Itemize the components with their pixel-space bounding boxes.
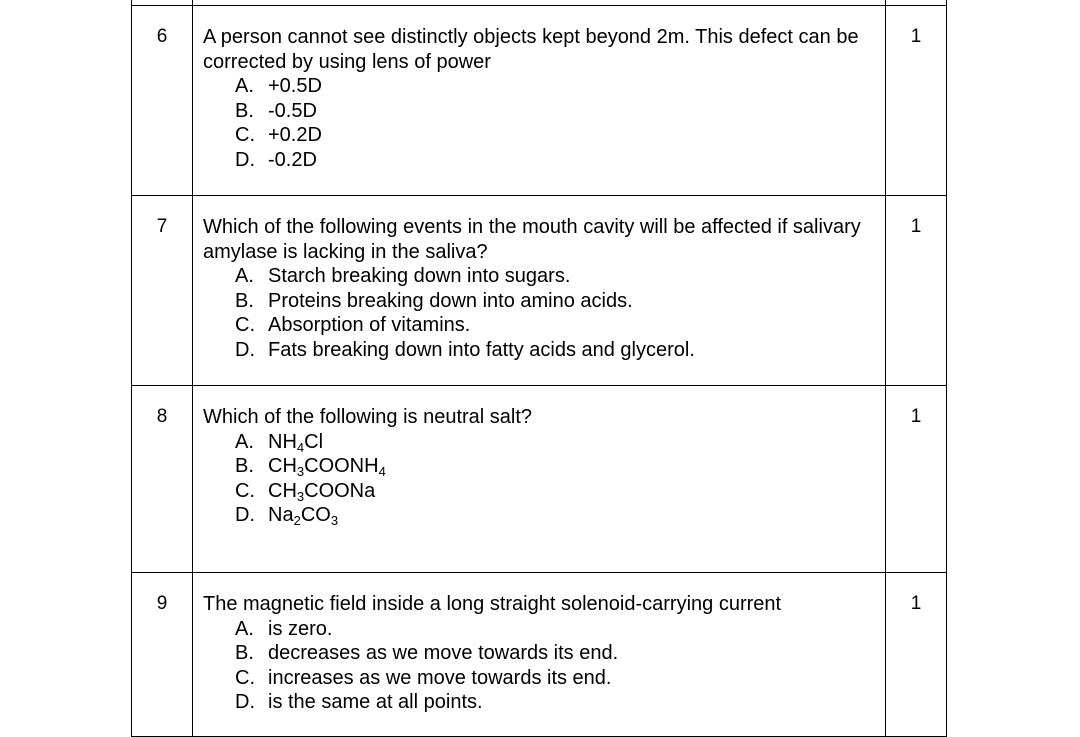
question-marks: 1 <box>886 196 947 386</box>
formula-part: NH <box>268 430 297 453</box>
formula-subscript: 3 <box>296 464 305 479</box>
option-list <box>203 430 875 528</box>
question-marks: 1 <box>886 386 947 573</box>
option-formula <box>268 430 323 455</box>
option-list <box>203 74 875 172</box>
option-text: +0.2D <box>268 124 322 146</box>
question-number: 7 <box>132 196 193 386</box>
question-text: Which of the following is neutral salt? <box>203 406 533 428</box>
option-a <box>235 264 875 289</box>
option-letter: D. <box>235 691 255 713</box>
question-body <box>193 573 886 737</box>
formula-part: COONH <box>304 455 379 477</box>
question-body <box>193 6 886 196</box>
option-formula <box>268 454 386 479</box>
option-c <box>235 123 875 148</box>
option-text: Fats breaking down into fatty acids and glycerol. <box>268 338 695 361</box>
option-text: decreases as we move towards its end. <box>268 642 619 664</box>
option-letter: D. <box>235 504 255 526</box>
option-letter: D. <box>235 148 255 171</box>
question-number: 6 <box>132 6 193 196</box>
option-letter: B. <box>235 642 254 664</box>
question-row-7 <box>132 196 947 386</box>
option-text: is zero. <box>268 617 333 640</box>
formula-part: CH <box>268 479 297 502</box>
option-b <box>235 289 875 314</box>
formula-part: Na <box>268 504 294 526</box>
option-a <box>235 430 875 455</box>
question-body <box>193 196 886 386</box>
option-text: -0.2D <box>268 148 317 171</box>
option-letter: C. <box>235 666 255 689</box>
question-row-6 <box>132 6 947 196</box>
option-b <box>235 641 875 666</box>
option-text: +0.5D <box>268 75 322 97</box>
question-text: Which of the following events in the mouth cavity will be affected if salivary amylase is lacking in the saliva? <box>203 216 861 263</box>
option-letter: A. <box>235 617 254 640</box>
option-letter: A. <box>235 265 254 287</box>
option-formula <box>268 503 338 528</box>
option-letter: C. <box>235 479 255 502</box>
question-number: 9 <box>132 573 193 737</box>
option-text: Proteins breaking down into amino acids. <box>268 289 633 312</box>
option-c <box>235 666 875 691</box>
option-d <box>235 503 875 528</box>
question-text: The magnetic field inside a long straight solenoid-carrying current <box>203 593 782 615</box>
option-a <box>235 617 875 642</box>
formula-part: CO <box>300 504 331 526</box>
option-text: -0.5D <box>268 99 317 122</box>
question-number: 8 <box>132 386 193 573</box>
option-letter: A. <box>235 75 254 97</box>
option-list <box>203 264 875 362</box>
option-d <box>235 690 875 715</box>
option-letter: C. <box>235 314 255 336</box>
formula-part: COONa <box>304 479 376 502</box>
option-c <box>235 313 875 338</box>
question-table <box>131 0 947 737</box>
question-row-9 <box>132 573 947 737</box>
question-body <box>193 386 886 573</box>
option-formula <box>268 479 375 504</box>
option-text: is the same at all points. <box>268 691 483 713</box>
option-letter: D. <box>235 338 255 361</box>
option-text: Starch breaking down into sugars. <box>268 265 571 287</box>
question-marks: 1 <box>886 573 947 737</box>
formula-subscript: 3 <box>330 513 339 528</box>
formula-part: CH <box>268 455 297 477</box>
option-letter: A. <box>235 430 254 453</box>
option-c <box>235 479 875 504</box>
option-b <box>235 454 875 479</box>
option-letter: C. <box>235 124 255 146</box>
option-letter: B. <box>235 289 254 312</box>
formula-part: Cl <box>304 430 324 453</box>
question-marks: 1 <box>886 6 947 196</box>
option-letter: B. <box>235 99 254 122</box>
option-text: Absorption of vitamins. <box>268 314 471 336</box>
formula-subscript: 2 <box>293 513 301 528</box>
question-row-8 <box>132 386 947 573</box>
option-text: increases as we move towards its end. <box>268 666 612 689</box>
option-d <box>235 148 875 173</box>
option-list <box>203 617 875 715</box>
question-text: A person cannot see distinctly objects kept beyond 2m. This defect can be corrected by using lens of power <box>203 26 859 73</box>
formula-subscript: 4 <box>378 464 386 479</box>
option-letter: B. <box>235 455 254 477</box>
question-sheet <box>131 0 947 737</box>
option-b <box>235 99 875 124</box>
option-d <box>235 338 875 363</box>
formula-subscript: 3 <box>296 488 305 504</box>
formula-subscript: 4 <box>296 439 305 455</box>
option-a <box>235 74 875 99</box>
